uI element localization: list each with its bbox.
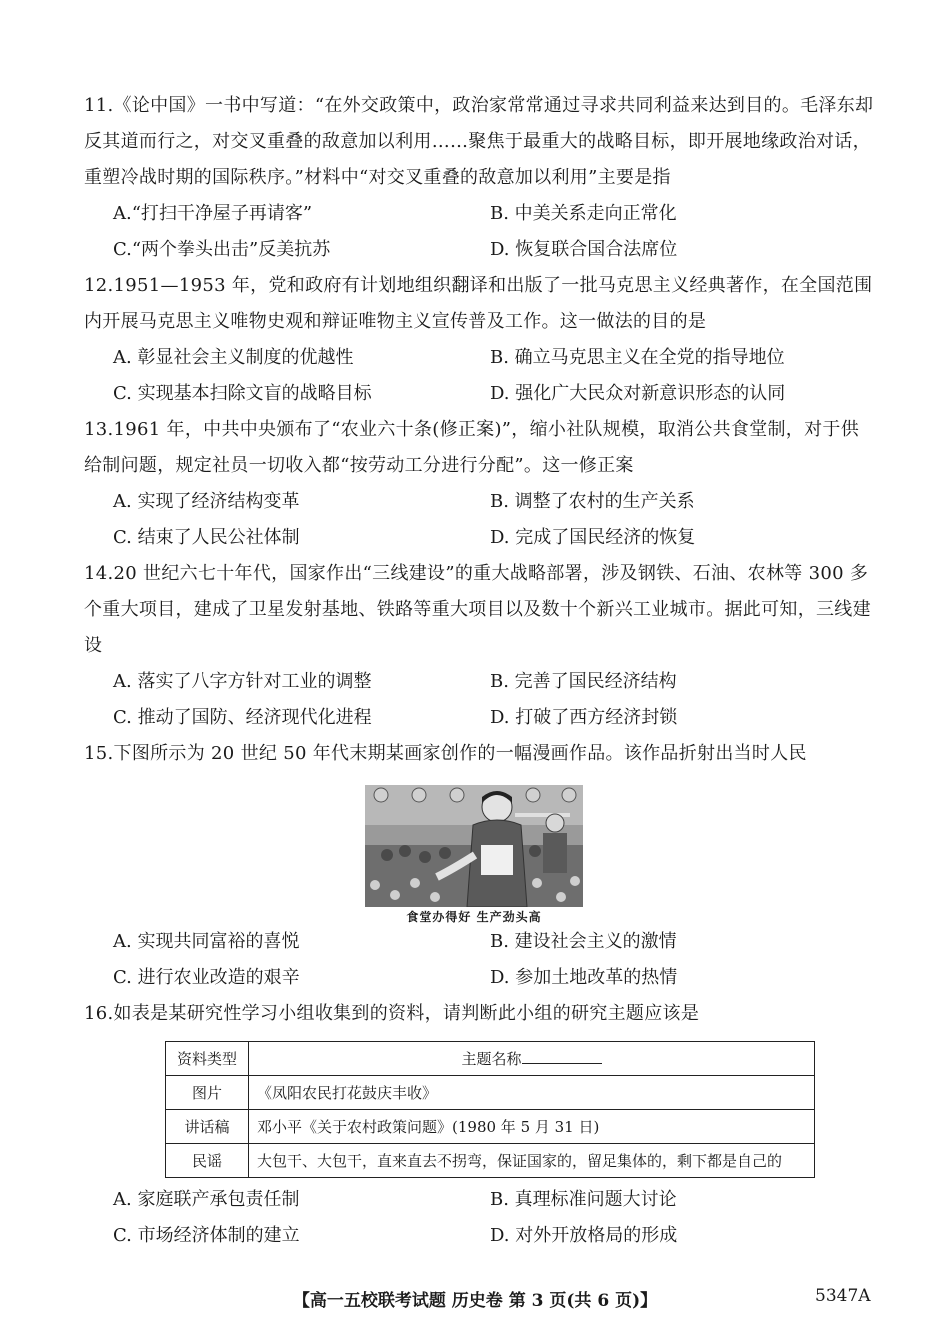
table-row — [166, 1110, 815, 1144]
q16-option-a: A. 家庭联产承包责任制 — [113, 1189, 300, 1210]
table-cell: 邓小平《关于农村政策问题》(1980 年 5 月 31 日) — [249, 1110, 815, 1144]
table-cell: 民谣 — [166, 1144, 249, 1178]
table-cell: 大包干、大包干，直来直去不拐弯，保证国家的，留足集体的，剩下都是自己的 — [249, 1144, 815, 1178]
materials-table — [165, 1041, 815, 1178]
q13-option-d: D. 完成了国民经济的恢复 — [490, 527, 696, 548]
q11-option-d: D. 恢复联合国合法席位 — [490, 239, 678, 260]
q11-option-b: B. 中美关系走向正常化 — [490, 203, 677, 224]
table-cell: 《凤阳农民打花鼓庆丰收》 — [249, 1076, 815, 1110]
table-row — [166, 1042, 815, 1076]
question-number: 16. — [84, 1003, 114, 1024]
topic-blank-line — [522, 1049, 602, 1064]
question-12-stem: 12.1951—1953 年，党和政府有计划地组织翻译和出版了一批马克思主义经典著作，在全国范围内开展马克思主义唯物史观和辩证唯物主义宣传普及工作。这一做法的目的是 — [84, 275, 873, 332]
question-number: 13. — [84, 419, 114, 440]
question-14-stem: 14.20 世纪六七十年代，国家作出“三线建设”的重大战略部署，涉及钢铁、石油、农林等 300 多个重大项目，建成了卫星发射基地、铁路等重大项目以及数十个新兴工业城市。据此可知，三线建设 — [84, 563, 871, 656]
table-header-cell: 资料类型 — [166, 1042, 249, 1076]
table-cell: 讲话稿 — [166, 1110, 249, 1144]
q14-option-a: A. 落实了八字方针对工业的调整 — [113, 671, 372, 692]
cartoon-caption: 食堂办得好 生产劲头高 — [406, 910, 542, 924]
q15-option-a: A. 实现共同富裕的喜悦 — [113, 931, 300, 952]
question-number: 15. — [84, 743, 114, 764]
q14-option-c: C. 推动了国防、经济现代化进程 — [113, 707, 372, 728]
q16-option-b: B. 真理标准问题大讨论 — [490, 1189, 677, 1210]
q15-option-b: B. 建设社会主义的激情 — [490, 931, 677, 952]
q13-option-c: C. 结束了人民公社体制 — [113, 527, 300, 548]
question-number: 12. — [84, 275, 114, 296]
table-header-cell: 主题名称 — [249, 1042, 815, 1076]
q16-option-c: C. 市场经济体制的建立 — [113, 1225, 300, 1246]
q14-option-d: D. 打破了西方经济封锁 — [490, 707, 678, 728]
question-number: 11. — [84, 95, 114, 116]
q16-option-d: D. 对外开放格局的形成 — [490, 1225, 678, 1246]
table-row — [166, 1076, 815, 1110]
paper-code: 5347A — [815, 1286, 871, 1306]
table-row — [166, 1144, 815, 1178]
question-16-stem: 16.如表是某研究性学习小组收集到的资料，请判断此小组的研究主题应该是 — [84, 1003, 700, 1024]
q14-option-b: B. 完善了国民经济结构 — [490, 671, 677, 692]
q15-option-c: C. 进行农业改造的艰辛 — [113, 967, 300, 988]
question-15-stem: 15.下图所示为 20 世纪 50 年代末期某画家创作的一幅漫画作品。该作品折射出当时人民 — [84, 743, 807, 764]
q12-option-b: B. 确立马克思主义在全党的指导地位 — [490, 347, 785, 368]
q12-option-c: C. 实现基本扫除文盲的战略目标 — [113, 383, 372, 404]
page-footer: 【高一五校联考试题 历史卷 第 3 页(共 6 页)】 — [292, 1291, 658, 1311]
q11-option-a: A.“打扫干净屋子再请客” — [113, 203, 313, 224]
cartoon-image — [365, 785, 583, 907]
q11-option-c: C.“两个拳头出击”反美抗苏 — [113, 239, 331, 260]
question-13-stem: 13.1961 年，中共中央颁布了“农业六十条(修正案)”，缩小社队规模，取消公共食堂制，对于供给制问题，规定社员一切收入都“按劳动工分进行分配”。这一修正案 — [84, 419, 860, 476]
q13-option-b: B. 调整了农村的生产关系 — [490, 491, 695, 512]
q12-option-d: D. 强化广大民众对新意识形态的认同 — [490, 383, 786, 404]
q12-option-a: A. 彰显社会主义制度的优越性 — [113, 347, 354, 368]
question-11-stem: 11.《论中国》一书中写道：“在外交政策中，政治家常常通过寻求共同利益来达到目的。毛泽东却反其道而行之，对交叉重叠的敌意加以利用……聚焦于最重大的战略目标，即开展地缘政治对话，重塑冷战时期的国际秩序。”材料中“对交叉重叠的敌意加以利用”主要是指 — [84, 95, 874, 188]
question-number: 14. — [84, 563, 114, 584]
q13-option-a: A. 实现了经济结构变革 — [113, 491, 300, 512]
q15-option-d: D. 参加土地改革的热情 — [490, 967, 678, 988]
table-cell: 图片 — [166, 1076, 249, 1110]
cartoon-illustration — [365, 785, 583, 907]
